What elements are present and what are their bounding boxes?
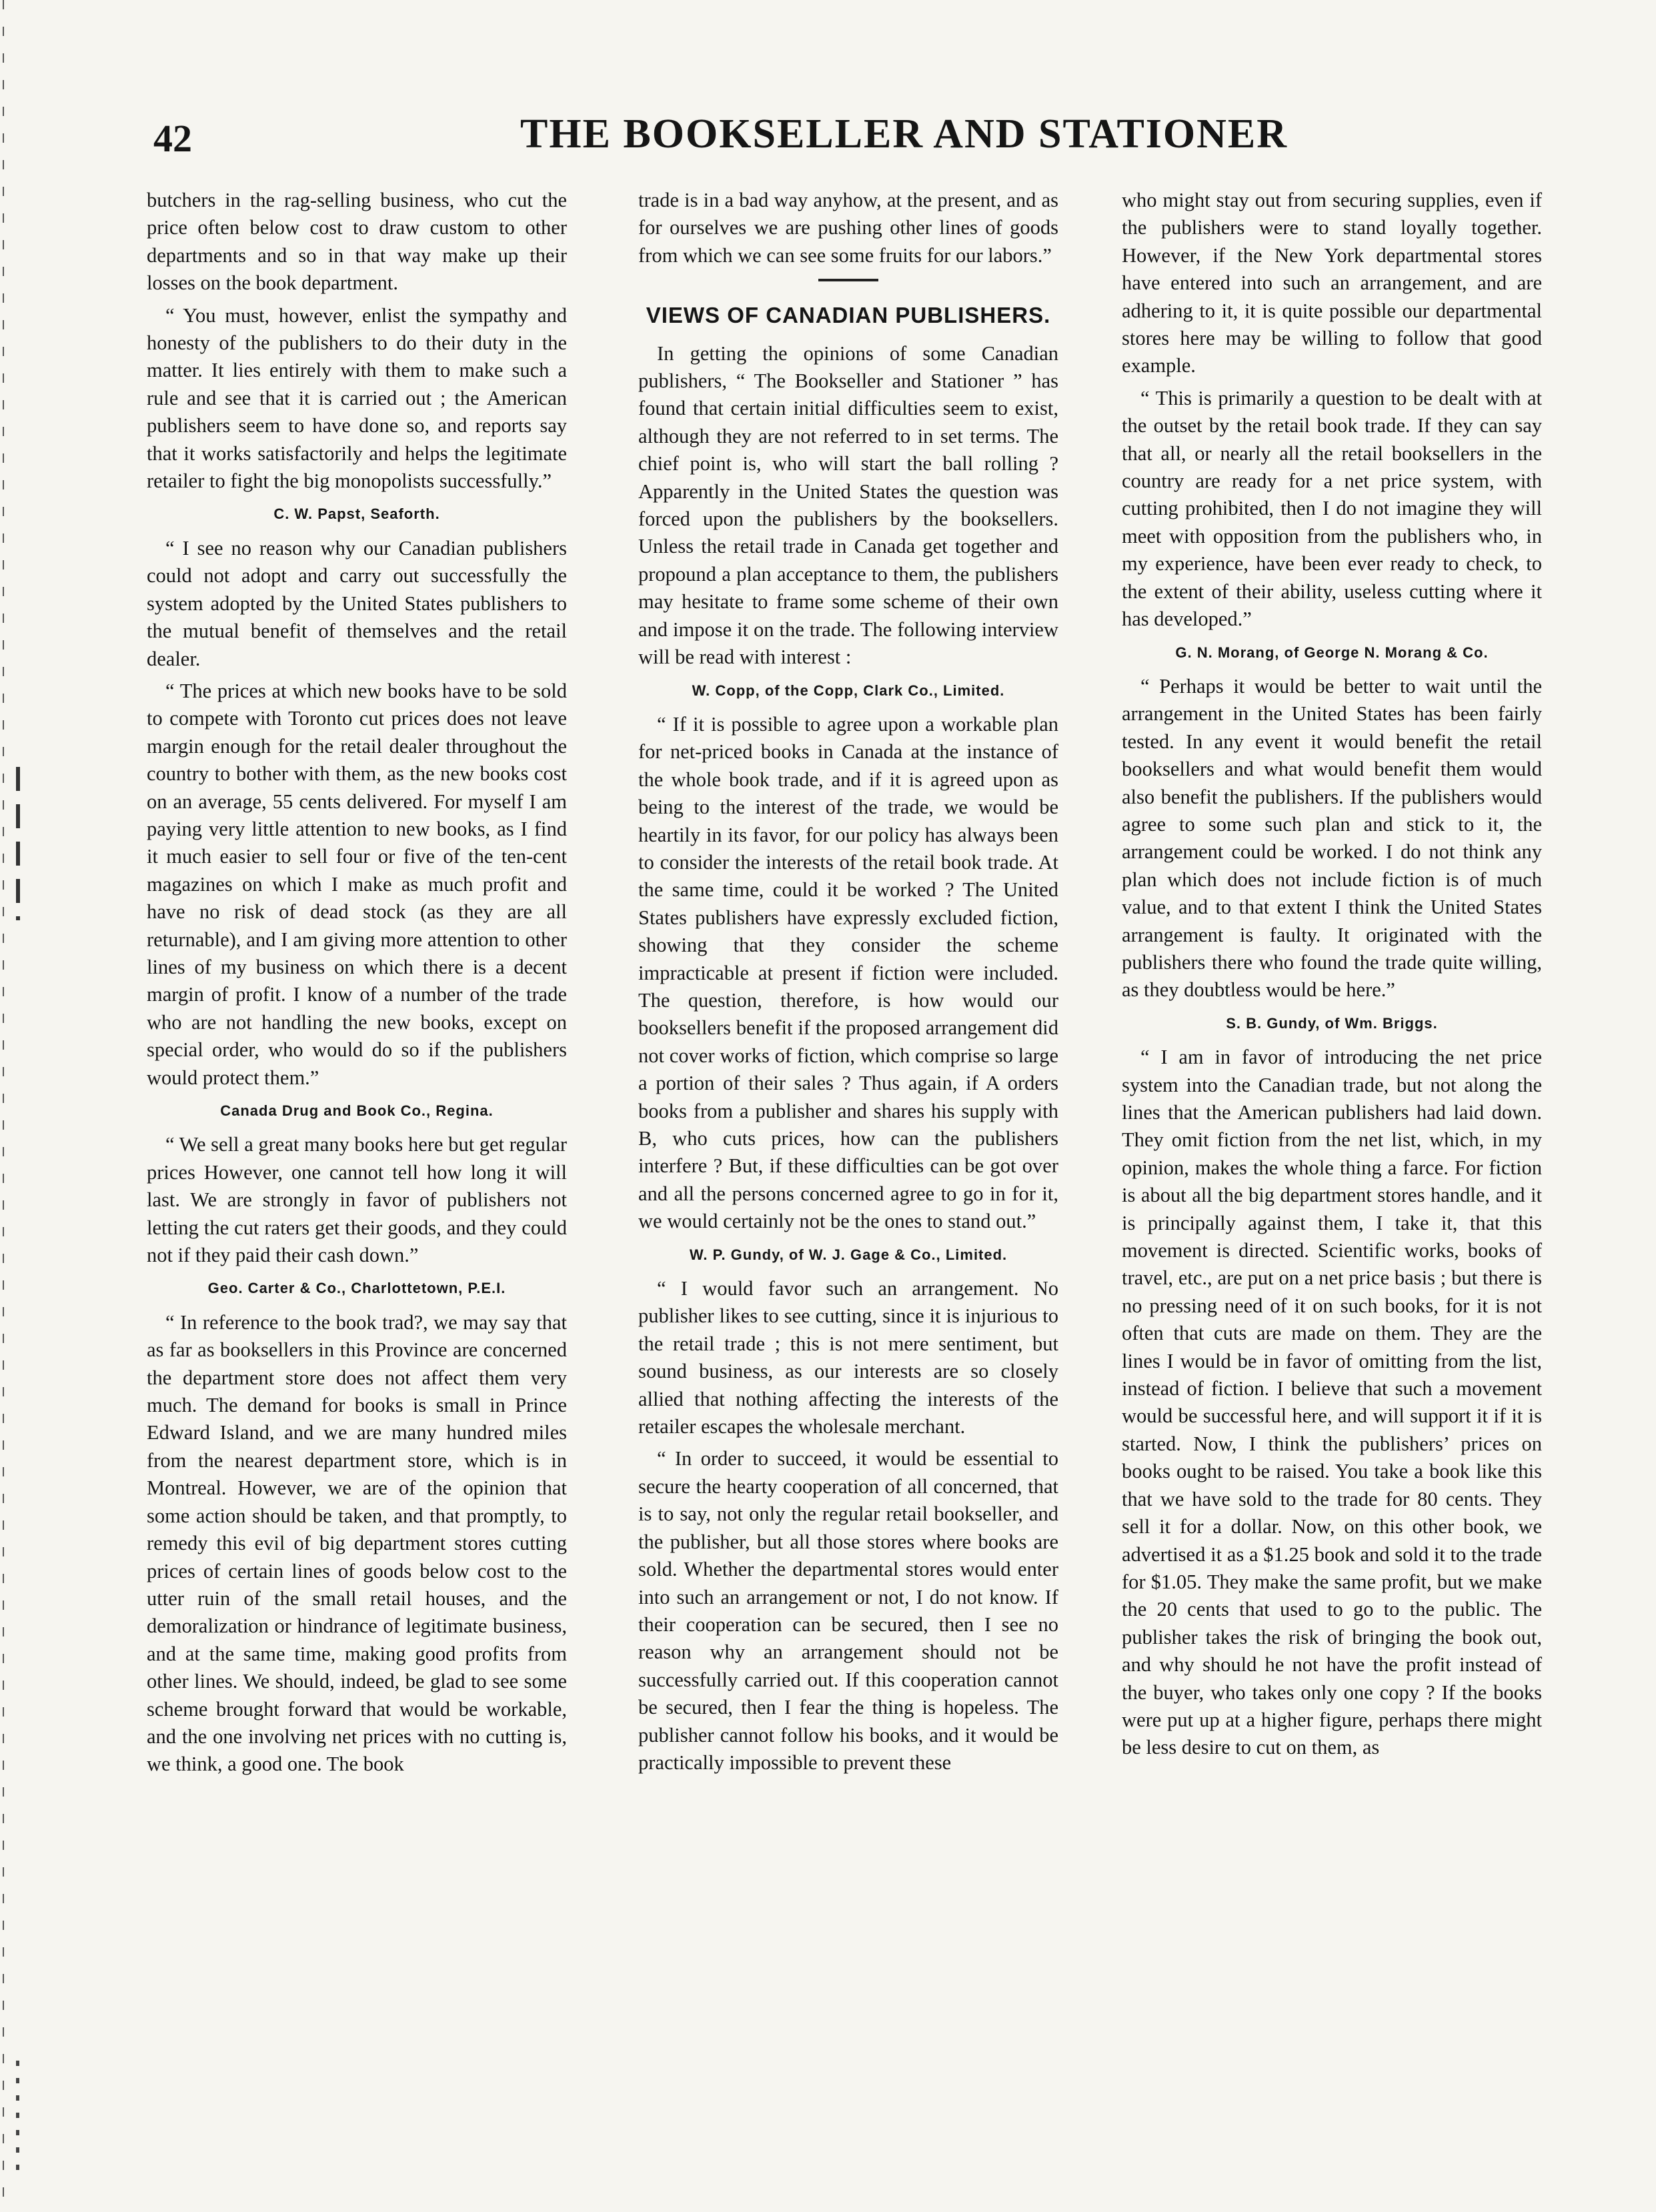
paragraph: “ I would favor such an arrangement. No publisher likes to see cutting, since it is injurious to the retail trade ; this is not mere sentiment, but sound business, as our interests are so closely allied that nothing affecting the interests of the retailer escapes the wholesale merchant. bbox=[638, 1277, 1058, 1438]
paragraph: “ In order to succeed, it would be essential to secure the hearty cooperation of all concerned, that is to say, not only the regular retail bookseller, and the publisher, but all those stores where books are sold. Whether the departmental stores would enter into such an arrangement or not, I do not know. If their cooperation can be secured, then I see no reason why an arrangement should not be successfully carried out. If this cooperation cannot be secured, then I fear the thing is hopeless. The publisher cannot follow his books, and it would be practically impossible to prevent these bbox=[638, 1447, 1058, 1774]
signature: Geo. Carter & Co., Charlottetown, P.E.I. bbox=[207, 1280, 506, 1297]
paragraph: trade is in a bad way anyhow, at the present, and as for ourselves we are pushing other lines of goods from which we can see some fruits for our labors.” bbox=[638, 189, 1058, 267]
paragraph: who might stay out from securing supplies, even if the publishers were to stand loyally together. However, if the New York departmental stores have entered into such an arrangement, and are adhering to it, it is quite possible our departmental stores here may be willing to follow that good example. bbox=[1122, 189, 1542, 377]
journal-title: THE BOOKSELLER AND STATIONER bbox=[520, 111, 1289, 157]
paragraph: “ The prices at which new books have to be sold to compete with Toronto cut prices does not leave margin enough for the retail dealer throughout the country to bother with them, as the new books cost on an average, 55 cents delivered. For myself I am paying very little attention to new books, as I find it much easier to sell four or five of the ten-cent magazines on which I make as much profit and have no risk of dead stock (as they are all returnable), and I am giving more attention to other lines of my business on which there is a decent margin of profit. I know of a number of the trade who are not handling the new books, except on special order, who would do so if the publishers would protect them.” bbox=[147, 679, 567, 1089]
column-3 bbox=[1122, 187, 1542, 1767]
paragraph: “ Perhaps it would be better to wait until the arrangement in the United States has been fairly tested. In any event it would benefit the retail booksellers and what would benefit them would also benefit the publishers. If the publishers would agree to some such plan and stick to it, the arrangement could be worked. I do not think any plan which does not include fiction is of much value, and to that extent I think the United States arrangement is faulty. It originated with the publishers there who found the trade quite willing, as they doubtless would be here.” bbox=[1122, 674, 1542, 1002]
paragraph: “ You must, however, enlist the sympathy and honesty of the publishers to do their duty in the matter. It lies entirely with them to make such a rule and see that it is carried out ; the American publishers seem to have done so, and reports say that it works satisfactorily and helps the legitimate retailer to fight the big monopolists successfully.” bbox=[147, 303, 567, 493]
paragraph: butchers in the rag-selling business, who cut the price often below cost to draw custom to other departments and so in that way make up their losses on the book department. bbox=[147, 189, 567, 295]
signature: S. B. Gundy, of Wm. Briggs. bbox=[1226, 1014, 1438, 1032]
margin-marks bbox=[16, 767, 20, 920]
page-header bbox=[140, 104, 1514, 164]
paragraph: “ We sell a great many books here but get regular prices However, one cannot tell how long it will last. We are strongly in favor of publishers not letting the cut raters get their goods, and they could not if they paid their cash down.” bbox=[147, 1133, 567, 1267]
paragraph: “ If it is possible to agree upon a workable plan for net-priced books in Canada at the instance of the whole book trade, and if it is agreed upon as being to the interest of the trade, we would be heartily in its favor, for our policy has always been to consider the interests of the retail book trade. At the same time, could it be worked ? The United States publishers have expressly excluded fiction, showing that they consider the scheme impracticable at present if fiction were included. The question, therefore, is how would our booksellers benefit if the proposed arrangement did not cover works of fiction, which comprise so large a portion of their sales ? Thus again, if A orders books from a publisher and shares his supply with B, who cuts prices, how can the publishers interfere ? But, if these difficulties can be got over and all the persons concerned agree to go in for it, we would certainly not be the ones to stand out.” bbox=[638, 712, 1058, 1233]
margin-marks-bottom bbox=[16, 2061, 19, 2181]
signature: G. N. Morang, of George N. Morang & Co. bbox=[1175, 644, 1489, 661]
paragraph: “ I see no reason why our Canadian publishers could not adopt and carry out successfully the system adopted by the United States publishers to the mutual benefit of themselves and the retail dealer. bbox=[147, 536, 567, 670]
paragraph: “ This is primarily a question to be dealt with at the outset by the retail book trade. If they can say that all, or nearly all the retail booksellers in the country are ready for a net price system, with cutting prohibited, then I do not imagine they will meet with opposition from the publishers who, in my experience, have been ever ready to check, to the extent of their ability, useless cutting where it has developed.” bbox=[1122, 386, 1542, 631]
paragraph: In getting the opinions of some Canadian publishers, “ The Bookseller and Stationer ” has found that certain initial difficulties seem to exist, although they are not referred to in set terms. The chief point is, who will start the ball rolling ? Apparently in the United States the question was forced upon the publishers by the booksellers. Unless the retail trade in Canada get together and propound a plan acceptance to them, the publishers may hesitate to frame some scheme of their own and impose it on the trade. The following interview will be read with interest : bbox=[638, 341, 1058, 669]
signature: W. P. Gundy, of W. J. Gage & Co., Limited. bbox=[689, 1246, 1008, 1263]
divider bbox=[818, 279, 878, 281]
paragraph: “ In reference to the book trad?, we may say that as far as booksellers in this Province are concerned the department store does not affect them very much. The demand for books is small in Prince Edward Island, and we are many hundred miles from the nearest department store, which is in Montreal. However, we are of the opinion that some action should be taken, and that promptly, to remedy this evil of big department stores cutting prices of certain lines of goods below cost to the utter ruin of the small retail houses, and the demoralization or hindrance of legitimate business, and at the same time, making good profits from other lines. We should, indeed, be glad to see some scheme brought forward that would be workable, and the one involving net prices with no cutting is, we think, a good one. The book bbox=[147, 1310, 567, 1776]
scan-edge bbox=[3, 0, 4, 2212]
signature: W. Copp, of the Copp, Clark Co., Limited. bbox=[692, 682, 1005, 699]
column-1 bbox=[147, 187, 567, 1783]
signature: Canada Drug and Book Co., Regina. bbox=[220, 1102, 494, 1119]
column-2 bbox=[638, 187, 1058, 1781]
paragraph: “ I am in favor of introducing the net price system into the Canadian trade, but not along the lines that the American publishers had laid down. They omit fiction from the net list, which, in my opinion, makes the whole thing a farce. For fiction is about all the big department stores handle, and it is principally against them, I take it, that this movement is directed. Scientific works, books of travel, etc., are put on a net price basis ; but there is no pressing need of it on such books, for it is not often that cuts are made on them. They are the lines I would be in favor of omitting from the list, instead of fiction. I believe that such a movement would be successful here, and will support it if it is started. Now, I think the publishers’ prices on books ought to be raised. You take a book like this that we have sold to the trade for 80 cents. They sell it for a dollar. Now, on this other book, we advertised it as a $1.25 book and sold it to the trade for $1.05. They make the same profit, but we make the 20 cents that used to go to the public. The publisher takes the risk of bringing the book out, and why should he not have the profit instead of the buyer, who takes only one copy ? If the books were put up at a higher figure, perhaps there might be less desire to cut on them, as bbox=[1122, 1046, 1542, 1759]
section-title: VIEWS OF CANADIAN PUBLISHERS. bbox=[646, 303, 1051, 328]
page-number: 42 bbox=[153, 117, 192, 160]
signature: C. W. Papst, Seaforth. bbox=[273, 505, 440, 523]
